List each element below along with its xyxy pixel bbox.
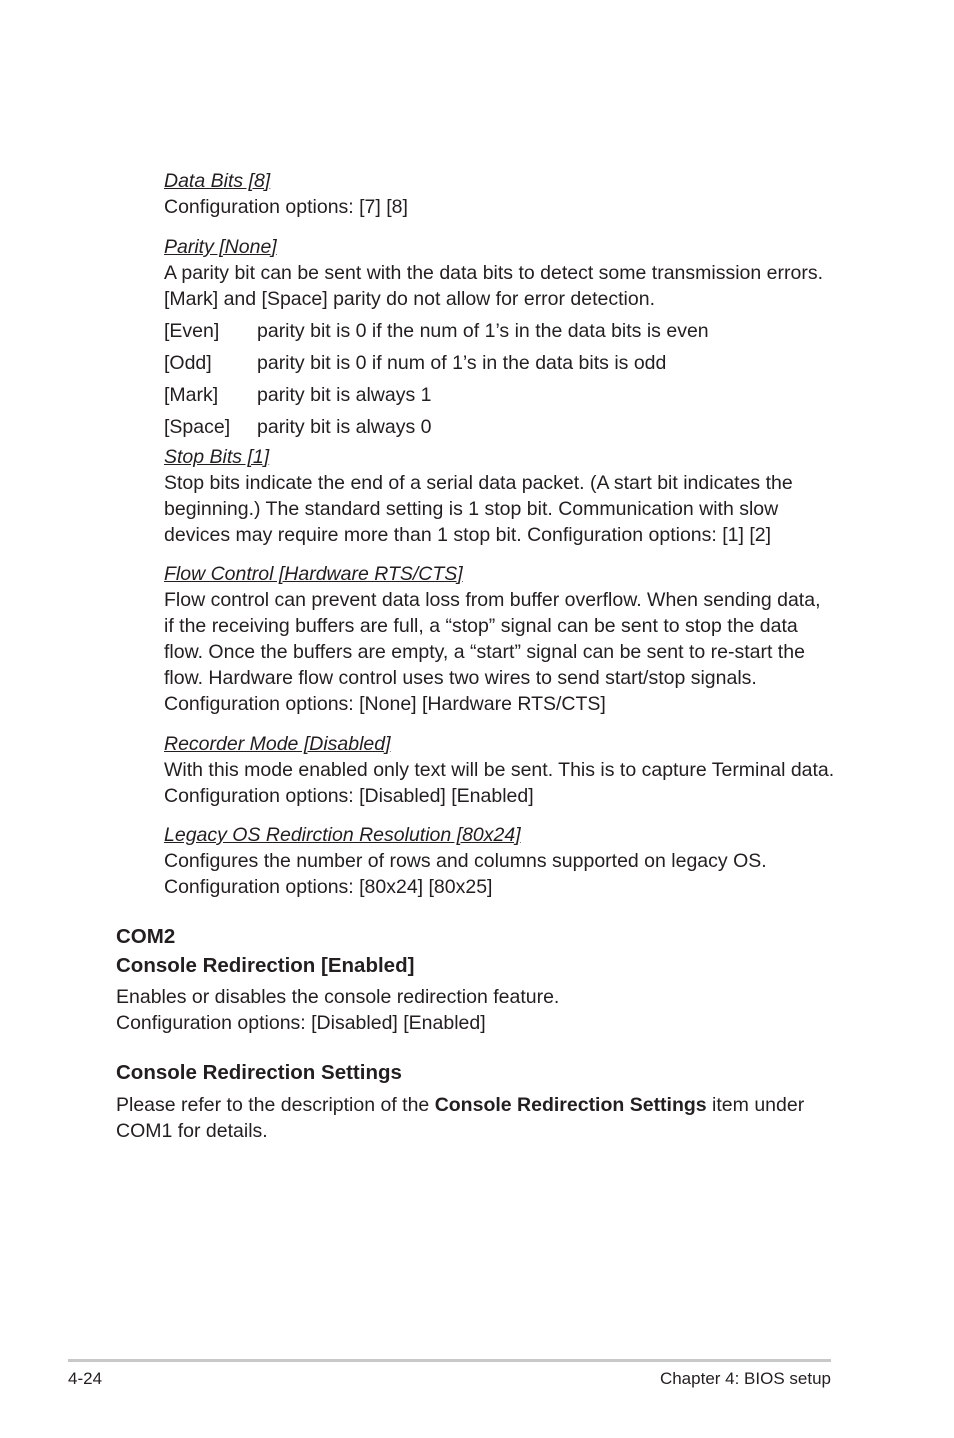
recorder-mode-line-1: With this mode enabled only text will be sent. This is to capture Terminal data. — [164, 759, 835, 781]
legacy-os-line-1: Configures the number of rows and columns supported on legacy OS. — [164, 850, 767, 872]
recorder-mode-heading: Recorder Mode [Disabled] — [164, 733, 391, 755]
parity-heading: Parity [None] — [164, 236, 277, 258]
com2-line-1: Enables or disables the console redirection feature. — [116, 986, 560, 1008]
recorder-mode-section — [164, 731, 864, 809]
stop-bits-section — [164, 444, 864, 548]
flow-control-line-3: flow. Once the buffers are empty, a “start” signal can be sent to re-start the — [164, 641, 805, 663]
flow-control-heading: Flow Control [Hardware RTS/CTS] — [164, 563, 463, 585]
chapter-label: Chapter 4: BIOS setup — [659, 1369, 831, 1388]
console-settings-pre: Please refer to the description of the — [116, 1094, 435, 1116]
parity-option-key: [Odd] — [164, 352, 212, 374]
parity-line-1: A parity bit can be sent with the data bits to detect some transmission errors. — [164, 262, 823, 284]
stop-bits-heading: Stop Bits [1] — [164, 446, 270, 468]
legacy-os-section — [164, 822, 864, 900]
parity-option-key: [Space] — [164, 416, 231, 438]
console-settings-line-2: COM1 for details. — [116, 1120, 268, 1142]
com2-line-2: Configuration options: [Disabled] [Enabled] — [116, 1012, 486, 1034]
stop-bits-line-1: Stop bits indicate the end of a serial data packet. (A start bit indicates the — [164, 472, 793, 494]
flow-control-line-1: Flow control can prevent data loss from buffer overflow. When sending data, — [164, 589, 821, 611]
stop-bits-line-2: beginning.) The standard setting is 1 stop bit. Communication with slow — [164, 498, 779, 520]
console-settings-line-1 — [116, 1092, 856, 1118]
parity-line-2: [Mark] and [Space] parity do not allow for error detection. — [164, 288, 655, 310]
flow-control-line-2: if the receiving buffers are full, a “stop” signal can be sent to stop the data — [164, 615, 798, 637]
data-bits-section — [164, 168, 864, 220]
parity-option-value: parity bit is 0 if num of 1’s in the data bits is odd — [257, 352, 667, 374]
data-bits-body: Configuration options: [7] [8] — [164, 196, 408, 218]
parity-section — [164, 234, 864, 312]
page-number: 4-24 — [68, 1369, 103, 1388]
console-redirection-heading: Console Redirection [Enabled] — [116, 954, 415, 977]
console-settings-bold: Console Redirection Settings — [434, 1094, 707, 1116]
legacy-os-line-2: Configuration options: [80x24] [80x25] — [164, 876, 493, 898]
console-settings-heading: Console Redirection Settings — [116, 1061, 402, 1084]
parity-option-key: [Even] — [164, 320, 220, 342]
parity-option-value: parity bit is always 1 — [257, 384, 432, 406]
console-settings-post: item under — [706, 1094, 805, 1116]
flow-control-section — [164, 561, 864, 717]
footer-divider — [68, 1359, 831, 1362]
stop-bits-line-3: devices may require more than 1 stop bit. Configuration options: [1] [2] — [164, 524, 771, 546]
com2-section — [116, 922, 856, 1036]
data-bits-heading: Data Bits [8] — [164, 170, 271, 192]
com2-heading: COM2 — [116, 925, 176, 948]
parity-option-value: parity bit is 0 if the num of 1’s in the data bits is even — [257, 320, 709, 342]
legacy-os-heading: Legacy OS Redirction Resolution [80x24] — [164, 824, 521, 846]
parity-option-key: [Mark] — [164, 384, 219, 406]
console-settings-section — [116, 1058, 856, 1144]
flow-control-line-4: flow. Hardware flow control uses two wires to send start/stop signals. — [164, 667, 757, 689]
parity-option-value: parity bit is always 0 — [257, 416, 432, 438]
flow-control-line-5: Configuration options: [None] [Hardware RTS/CTS] — [164, 693, 606, 715]
recorder-mode-line-2: Configuration options: [Disabled] [Enabled] — [164, 785, 534, 807]
